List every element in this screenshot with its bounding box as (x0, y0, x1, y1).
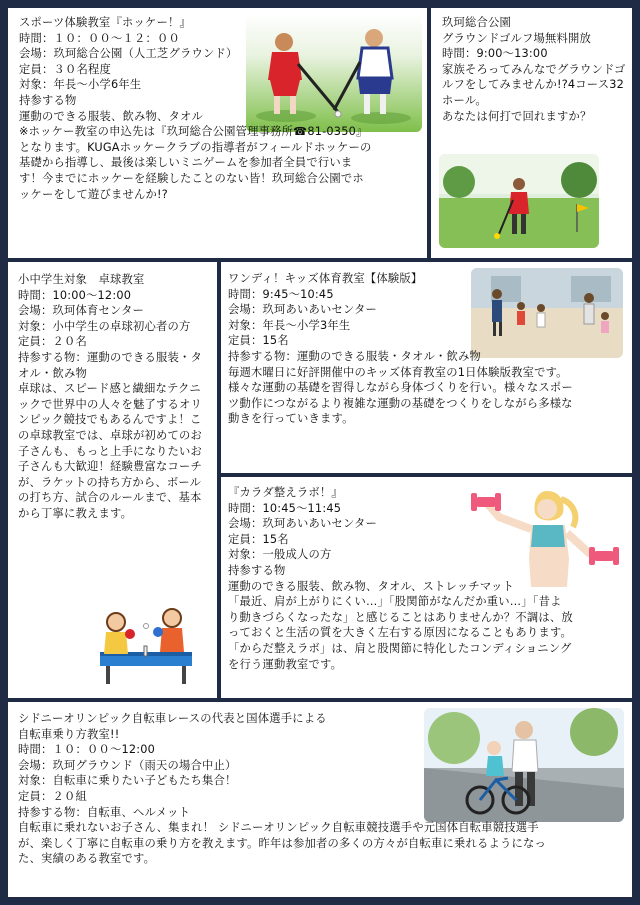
table-tennis-venue: 会場：玖珂体育センター (18, 304, 145, 318)
bicycle-venue: 会場：玖珂グラウンド（雨天の場合中止） (18, 758, 237, 772)
karada-target: 対象：一般成人の方 (228, 548, 332, 562)
bicycle-panel (8, 702, 632, 897)
ground-golf-line2: グラウンドゴルフ場無料開放 (442, 31, 592, 45)
bicycle-title-line: シドニーオリンピック自転車レースの代表と国体選手による (18, 712, 327, 725)
hockey-panel (8, 8, 427, 258)
bicycle-target: 対象：自転車に乗りたい子どもたち集合！ (18, 774, 237, 788)
kids-pe-venue: 会場：玖珂あいあいセンター (228, 303, 378, 317)
kids-pe-desc-line: ツ動作につながるより複雑な運動の基礎をつくりをしながら多様な (228, 396, 573, 410)
karada-desc-line: 「最近、肩が上がりにくい…」「股関節がなんだか重い…」「昔よ (228, 595, 562, 609)
karada-bring-label: 持参する物 (228, 563, 286, 577)
kids-pe-capacity: 定員：15名 (228, 334, 289, 348)
karada-capacity: 定員：15名 (228, 532, 289, 546)
ground-golf-photo (439, 154, 599, 248)
kids-pe-target: 対象：年長～小学3年生 (228, 318, 351, 332)
ground-golf-time: 時間：9:00～13:00 (442, 47, 548, 61)
kids-pe-time: 時間：9:45～10:45 (228, 287, 334, 301)
karada-time: 時間：10:45～11:45 (228, 501, 342, 515)
table-tennis-panel (8, 262, 217, 698)
table-tennis-illustration (94, 600, 198, 688)
hockey-bring: 運動のできる服装、飲み物、タオル (19, 109, 203, 123)
ground-golf-line1: 玖珂総合公園 (442, 16, 511, 29)
karada-desc-line: を行う運動教室です。 (228, 657, 343, 671)
karada-panel (221, 477, 632, 698)
hockey-title: スポーツ体験教室『ホッケー！』 (19, 16, 192, 29)
table-tennis-bring: 持参する物：運動のできる服装・タオル・飲み物 (18, 350, 202, 380)
hockey-capacity: 定員：３０名程度 (19, 62, 111, 76)
karada-desc-line: 「からだ整えラボ」は、肩と股関節に特化したコンディショニング (228, 641, 572, 655)
ground-golf-desc: 家族そろってみんなでグラウンドゴルフをしてみませんか!?4コース32ホール。 (442, 62, 626, 107)
hockey-note-line: 基礎から指導し、最後は楽しいミニゲームを参加者全員で行いま (19, 156, 353, 170)
kids-pe-bring: 持参する物：運動のできる服装・タオル・飲み物 (228, 349, 481, 363)
hockey-time: 時間：１０：００～１２：００ (19, 31, 180, 45)
table-tennis-time: 時間：10:00～12:00 (18, 288, 132, 302)
karada-venue: 会場：玖珂あいあいセンター (228, 517, 378, 531)
hockey-target: 対象：年長～小学6年生 (19, 78, 142, 92)
kids-pe-desc-line: 動きを行っていきます。 (228, 412, 354, 426)
bicycle-desc-line: 自転車に乗れないお子さん、集まれ！ シドニーオリンピック自転車競技選手や元国体自転車競技選手 (18, 821, 539, 835)
kids-pe-panel (221, 262, 632, 473)
karada-desc-line: り動きづらくなったな」と感じることはありませんか？不調は、放 (228, 610, 573, 624)
hockey-note-line: ※ホッケー教室の申込先は『玖珂総合公園管理事務所☎81-0350』 (19, 125, 368, 139)
hockey-venue: 会場：玖珂総合公園（人工芝グラウンド） (19, 47, 238, 61)
kids-pe-desc-line: 毎週木曜日に好評開催中のキッズ体育教室の1日体験版教室です。 (228, 365, 568, 379)
karada-bring: 運動のできる服装、飲み物、タオル、ストレッチマット (228, 579, 514, 593)
table-tennis-title: 小中学生対象 卓球教室 (18, 273, 145, 286)
table-tennis-target: 対象：小中学生の卓球初心者の方 (18, 319, 191, 333)
hockey-note-line: となります。KUGAホッケークラブの指導者がフィールドホッケーの (19, 140, 372, 154)
bicycle-bring: 持参する物：自転車、ヘルメット (18, 805, 191, 819)
hockey-bring-label: 持参する物 (19, 93, 77, 107)
bicycle-desc-line: た、実績のある教室です。 (18, 852, 156, 866)
kids-pe-title: ワンディ！キッズ体育教室【体験版】 (228, 272, 423, 285)
table-tennis-capacity: 定員：２０名 (18, 335, 87, 349)
bicycle-capacity: 定員：２０組 (18, 789, 87, 803)
karada-title: 『カラダ整えラボ！』 (228, 486, 343, 499)
hockey-note-line: す！今までにホッケーを経験したことのない皆！玖珂総合公園でホ (19, 171, 364, 185)
kids-pe-desc-line: 様々な運動の基礎を習得しながら身体づくりを行い。様々なスポー (228, 381, 573, 395)
bicycle-time: 時間：１０：００～12:00 (18, 743, 156, 757)
bicycle-desc-line: が、楽しく丁寧に自転車の乗り方を教えます。昨年は参加者の多くの方々が自転車に乗れるようになっ (18, 836, 546, 850)
ground-golf-question: あなたは何打で回れますか？ (442, 109, 592, 123)
table-tennis-desc: 卓球は、スピード感と繊細なテクニックで世界中の人々を魅了するオリンピック競技でもあるんですよ！この卓球教室では、卓球が初めてのお子さんも、もっと上手になりたいお子さんも大歓迎！経験豊富なコーチが、ラケットの持ち方から、ボールの打ち方、試合のルールまで、基本から丁寧に教えます。 (18, 382, 202, 520)
hockey-note-line: ッケーをして遊びませんか!? (19, 187, 168, 201)
bicycle-title-line: 自転車乗り方教室!! (18, 727, 120, 741)
ground-golf-panel (431, 8, 632, 258)
karada-desc-line: っておくと生活の質を大きく左右する原因になることもあります。 (228, 626, 573, 640)
